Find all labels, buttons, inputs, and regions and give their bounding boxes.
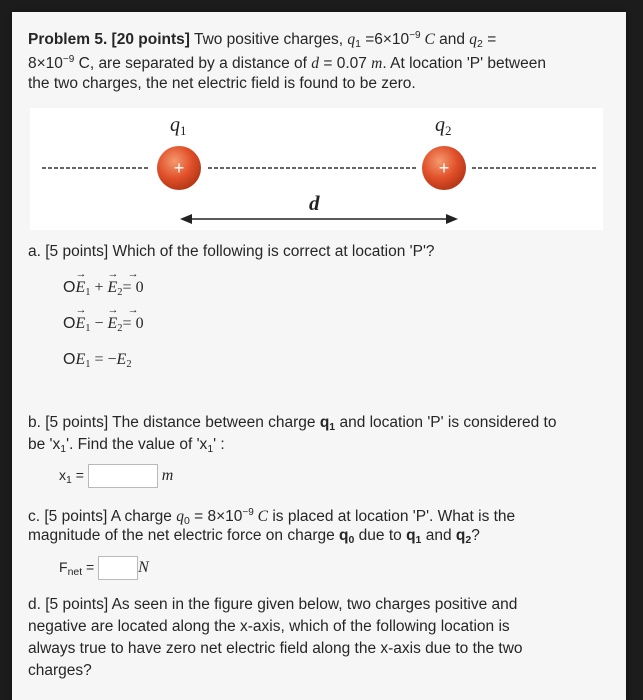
label-q2-sub: 2 xyxy=(445,123,452,138)
charge-q2-sign: + xyxy=(438,158,450,178)
part-a-question: a. [5 points] Which of the following is correct at location 'P'? xyxy=(28,243,435,260)
part-d-line-3: always true to have zero net electric field along the x-axis due to the two xyxy=(28,640,523,657)
part-d-line-4: charges? xyxy=(28,662,92,679)
x1-unit: m xyxy=(161,467,174,484)
radio-a1[interactable]: O xyxy=(63,279,76,296)
fnet-unit: N xyxy=(138,559,149,576)
distance-arrow-right xyxy=(446,214,458,224)
part-c-line-2: magnitude of the net electric force on charge $q_0$ due to $q_1$ and $q_2$? xyxy=(28,527,480,546)
problem-line-3: the two charges, the net electric field is found to be zero. xyxy=(28,75,416,92)
label-q2: q xyxy=(435,114,445,136)
part-b-line-2: be '$x_1$'. Find the value of '$x_1$' : xyxy=(28,436,225,455)
charges-figure xyxy=(30,108,603,230)
label-q1-sub: 1 xyxy=(180,123,187,138)
fnet-field-row: $F_{net} = N$ xyxy=(59,556,149,583)
x1-field-row: $x_1 = m$ xyxy=(59,464,173,491)
radio-a3[interactable]: O xyxy=(63,351,76,368)
x1-input[interactable] xyxy=(88,464,158,488)
label-q1: q xyxy=(170,114,180,136)
problem-line-2: $8\times 10^{-9}$ C, are separated by a distance of d = 0.07 m. At location 'P' between xyxy=(28,54,546,73)
part-c-line-1: c. [5 points] A charge $q_0 = 8\times 10^{-9}$ C is placed at location 'P'. What is the xyxy=(28,507,516,528)
part-d-line-1: d. [5 points] As seen in the figure given below, two charges positive and xyxy=(28,596,518,613)
option-a1[interactable]: $O\to E_1$ + → $E_2\to = 0$ xyxy=(63,279,144,298)
option-a2[interactable]: $O\to E_1$ − → $E_2\to = 0$ xyxy=(63,315,144,334)
charge-q1-sign: + xyxy=(173,158,185,178)
distance-arrow-left xyxy=(180,214,192,224)
radio-a2[interactable]: O xyxy=(63,315,76,332)
problem-sheet xyxy=(12,12,626,700)
label-d: d xyxy=(309,191,320,215)
option-a3[interactable]: $OE_1 = -E_2$ xyxy=(63,351,132,370)
part-d-line-2: negative are located along the x-axis, which of the following location is xyxy=(28,618,510,635)
part-b-line-1: b. [5 points] The distance between charge $q_1$ and location 'P' is considered to xyxy=(28,414,557,433)
charges-diagram xyxy=(30,108,603,230)
fnet-input[interactable] xyxy=(98,556,138,580)
problem-line-1: Problem 5. [20 points] Two positive charges, $q_1 =6\times 10^{-9}$ C and $q_2$ = xyxy=(28,30,497,51)
problem-heading: Problem 5. [20 points] xyxy=(28,31,190,49)
